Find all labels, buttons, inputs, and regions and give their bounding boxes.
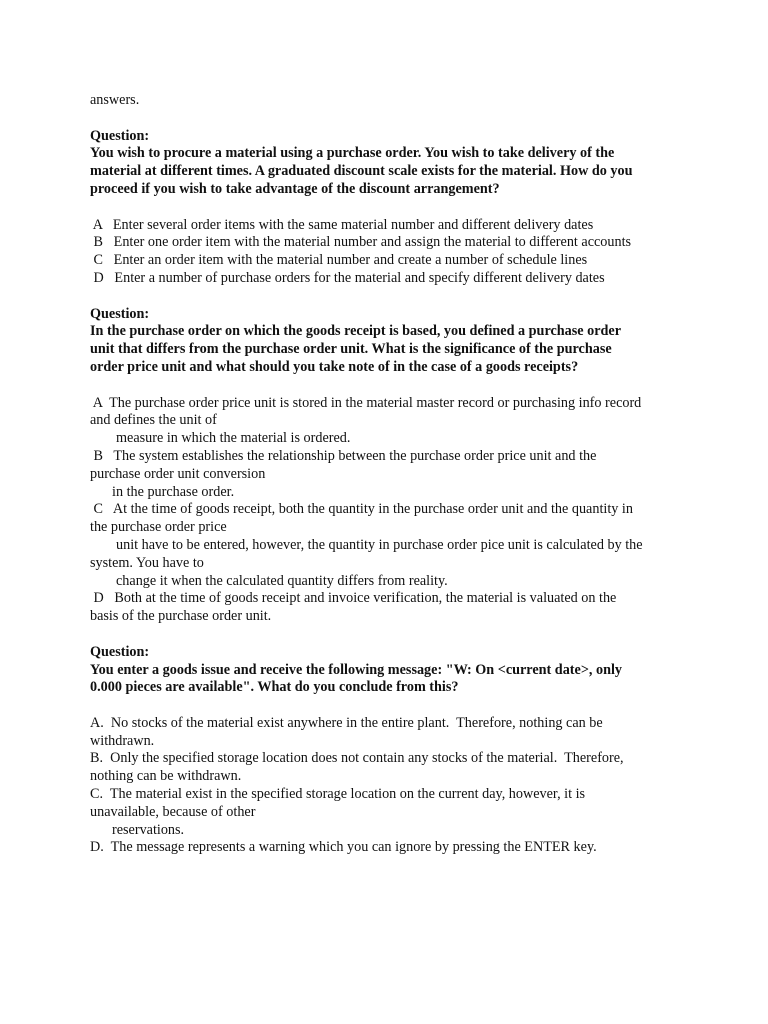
question-2-text-line: In the purchase order on which the goods receipt is based, you defined a purchase order [90,323,622,340]
intro-text: answers. [90,92,140,108]
question-2-option-c-cont: change it when the calculated quantity differs from reality. [116,572,448,589]
spacer [90,697,680,715]
question-1-text-line: proceed if you wish to take advantage of the discount arrangement? [90,180,500,197]
question-3-option-b-cont: nothing can be withdrawn. [90,768,242,785]
question-1-text-line: You wish to procure a material using a purchase order. You wish to take delivery of the [90,145,615,162]
question-2-option-c-cont: system. You have to [90,554,204,571]
question-2-option-c-cont: unit have to be entered, however, the quantity in purchase order pice unit is calculated by the [116,536,643,553]
spacer [90,626,680,644]
question-3-option-a-cont: withdrawn. [90,732,155,749]
question-3-option-d: D. The message represents a warning which you can ignore by pressing the ENTER key. [90,839,597,856]
spacer [90,110,680,128]
question-1-option-d: D Enter a number of purchase orders for the material and specify different delivery dates [90,269,605,286]
question-3-heading: Question: [90,643,150,660]
question-2-option-c-cont: the purchase order price [90,519,227,536]
question-3-option-b: B. Only the specified storage location does not contain any stocks of the material. Therefore, [90,750,624,767]
question-3-option-c: C. The material exist in the specified storage location on the current day, however, it is [90,786,586,803]
spacer [90,288,680,306]
question-3 [90,644,680,858]
question-1-option-a: A Enter several order items with the same material number and different delivery dates [90,216,594,233]
question-2 [90,306,680,626]
question-3-option-c-cont: unavailable, because of other [90,803,256,820]
question-1-option-b: B Enter one order item with the material number and assign the material to different accounts [90,234,632,251]
document-page [90,92,680,857]
question-1-text-line: material at different times. A graduated discount scale exists for the material. How do you [90,163,633,180]
question-3-text-line: 0.000 pieces are available". What do you conclude from this? [90,679,459,696]
question-1-heading: Question: [90,127,150,144]
question-2-option-b: B The system establishes the relationship between the purchase order price unit and the [90,447,597,464]
question-2-option-a-cont: measure in which the material is ordered. [116,430,351,447]
question-1 [90,128,680,288]
question-3-option-c-cont: reservations. [112,821,185,838]
question-2-option-b-cont: in the purchase order. [112,483,235,500]
spacer [90,199,680,217]
question-2-option-d-cont: basis of the purchase order unit. [90,608,272,625]
question-3-text-line: You enter a goods issue and receive the following message: "W: On <current date>, only [90,661,623,678]
question-1-option-c: C Enter an order item with the material number and create a number of schedule lines [90,252,588,269]
question-2-option-b-cont: purchase order unit conversion [90,465,266,482]
question-3-option-a: A. No stocks of the material exist anywhere in the entire plant. Therefore, nothing can be [90,714,603,731]
spacer [90,377,680,395]
question-2-text-line: order price unit and what should you take note of in the case of a goods receipts? [90,358,579,375]
question-2-option-a: A The purchase order price unit is stored in the material master record or purchasing info record [90,394,642,411]
question-2-option-c: C At the time of goods receipt, both the quantity in the purchase order unit and the quantity in [90,501,633,518]
question-2-text-line: unit that differs from the purchase order unit. What is the significance of the purchase [90,341,612,358]
question-2-heading: Question: [90,305,150,322]
question-2-option-a-cont: and defines the unit of [90,412,217,429]
question-2-option-d: D Both at the time of goods receipt and invoice verification, the material is valuated on the [90,590,617,607]
